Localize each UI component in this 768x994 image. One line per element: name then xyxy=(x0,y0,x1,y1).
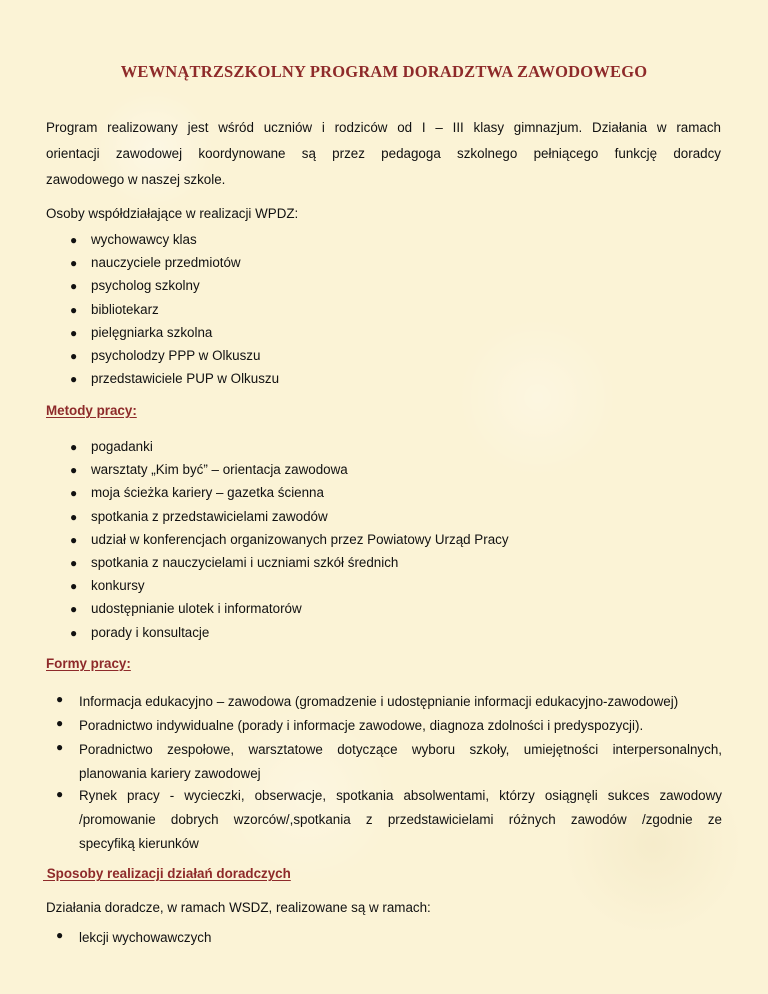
cooperators-label: Osoby współdziałające w realizacji WPDZ: xyxy=(46,206,299,221)
bullet-icon: ● xyxy=(70,279,78,294)
form-item-line: Poradnictwo zespołowe, warsztatowe dotyczące wyboru szkoły, umiejętności interpersonalnych, xyxy=(79,742,722,757)
ways-item: lekcji wychowawczych xyxy=(79,930,212,945)
methods-heading: Metody pracy: xyxy=(46,403,137,418)
list-item: ● spotkania z przedstawicielami zawodów xyxy=(46,507,509,530)
list-item: ● psycholodzy PPP w Olkuszu xyxy=(46,346,279,369)
bullet-icon: ● xyxy=(70,440,78,454)
bullet-icon: ● xyxy=(70,233,78,247)
list-item: ● pielęgniarka szkolna xyxy=(46,323,279,346)
methods-list xyxy=(46,437,509,646)
form-item-line: planowania kariery zawodowej xyxy=(79,766,261,781)
list-item: ● spotkania z nauczycielami i uczniami szkół średnich xyxy=(46,553,509,576)
list-item: ● udostępnianie ulotek i informatorów xyxy=(46,599,509,622)
bullet-icon: ● xyxy=(70,372,78,387)
document-title: WEWNĄTRZSZKOLNY PROGRAM DORADZTWA ZAWODOWEGO xyxy=(120,62,648,81)
list-item: ● bibliotekarz xyxy=(46,300,279,323)
list-item: ● udział w konferencjach organizowanych przez Powiatowy Urząd Pracy xyxy=(46,530,509,553)
bullet-icon: ● xyxy=(70,532,78,547)
list-item: ● warsztaty „Kim być” – orientacja zawodowa xyxy=(46,460,509,483)
list-item: ● przedstawiciele PUP w Olkuszu xyxy=(46,369,279,392)
forms-heading: Formy pracy: xyxy=(46,656,131,671)
bullet-icon: ● xyxy=(70,602,78,617)
form-item: Poradnictwo indywidualne (porady i informacje zawodowe, diagnoza zdolności i predyspozycji). xyxy=(79,718,644,733)
form-item-line: /promowanie dobrych wzorców/,spotkania z przedstawicielami różnych zawodów /zgodnie ze xyxy=(79,812,722,827)
form-item xyxy=(79,784,722,856)
form-item xyxy=(79,738,722,786)
intro-line: orientacji zawodowej koordynowane są przez pedagoga szkolnego pełniącego funkcję doradcy xyxy=(46,146,721,161)
form-item-line: specyfiką kierunków xyxy=(79,836,199,851)
bullet-icon: ● xyxy=(56,740,64,754)
list-item: ● wychowawcy klas xyxy=(46,230,279,253)
bullet-icon: ● xyxy=(70,625,78,640)
bullet-icon: ● xyxy=(56,692,64,706)
bullet-icon: ● xyxy=(70,302,78,317)
list-item: ● pogadanki xyxy=(46,437,509,460)
ways-label: Działania doradcze, w ramach WSDZ, realizowane są w ramach: xyxy=(46,900,431,915)
intro-paragraph xyxy=(46,115,721,193)
form-item: Informacja edukacyjno – zawodowa (gromadzenie i udostępnianie informacji edukacyjno-zawodowej) xyxy=(79,694,679,709)
ways-heading: Sposoby realizacji działań doradczych xyxy=(43,866,291,881)
list-item: ● nauczyciele przedmiotów xyxy=(46,253,279,276)
bullet-icon: ● xyxy=(70,325,78,340)
list-item: ● konkursy xyxy=(46,576,509,599)
bullet-icon: ● xyxy=(70,555,78,570)
intro-line: zawodowego w naszej szkole. xyxy=(46,172,226,187)
bullet-icon: ● xyxy=(56,787,64,801)
bullet-icon: ● xyxy=(70,486,78,501)
bullet-icon: ● xyxy=(56,928,64,942)
bullet-icon: ● xyxy=(56,716,64,730)
bullet-icon: ● xyxy=(70,348,78,363)
form-item-line: Rynek pracy - wycieczki, obserwacje, spotkania absolwentami, którzy osiągnęli sukces zawodowy xyxy=(79,788,722,803)
bullet-icon: ● xyxy=(70,579,78,594)
list-item: ● porady i konsultacje xyxy=(46,623,509,646)
bullet-icon: ● xyxy=(70,509,78,524)
bullet-icon: ● xyxy=(70,463,78,478)
bullet-icon: ● xyxy=(70,256,78,271)
list-item: ● psycholog szkolny xyxy=(46,276,279,299)
intro-line: Program realizowany jest wśród uczniów i rodziców od I – III klasy gimnazjum. Działania w ramach xyxy=(46,120,721,135)
cooperators-list xyxy=(46,230,279,392)
list-item: ● moja ścieżka kariery – gazetka ścienna xyxy=(46,483,509,506)
